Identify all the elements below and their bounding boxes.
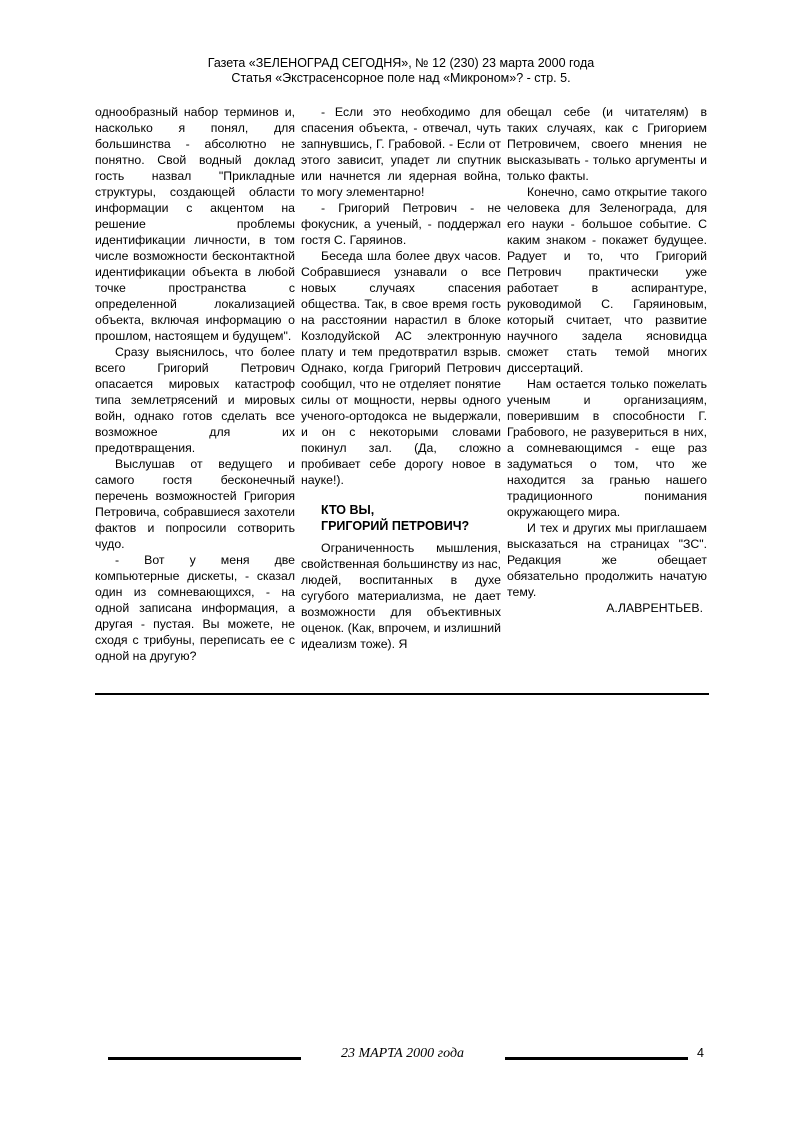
footer-rule-left [108, 1057, 301, 1060]
page-number: 4 [697, 1046, 704, 1060]
paragraph: Нам остается только пожелать ученым и организациям, поверившим в способности Г. Грабового, не разувериться в них, а сомневающимся - еще раз задуматься о том, что же находится за гранью нашего традиционного понимания окружающего мира. [507, 377, 707, 519]
section-heading [321, 502, 501, 534]
paragraph: обещал себе (и читателям) в таких случаях, как с Григорием Петровичем, своего мнения не высказывать - только аргументы и только факты. [507, 105, 707, 183]
paragraph: Ограниченность мышления, свойственная большинству из нас, людей, воспитанных в духе сугубого материализма, не дает возможности для объективных оценок. (Как, впрочем, и излишний идеализм тоже). Я [301, 541, 501, 651]
column-2 [301, 104, 501, 652]
paragraph: Сразу выяснилось, что более всего Григорий Петрович опасается мировых катастроф типа землетрясений и мировых войн, однако готов сделать все возможное для их предотвращения. [95, 345, 295, 455]
header-article-line: Статья «Экстрасенсорное поле над «Микроном»? - стр. 5. [231, 71, 571, 85]
article-end-rule [95, 693, 709, 695]
section-heading-line: КТО ВЫ, [321, 503, 375, 517]
paragraph: - Вот у меня две компьютерные дискеты, - сказал один из сомневающихся, - на одной записана информация, а другая - пустая. Вы можете, не сходя с трибуны, переписать ее с одной на другую? [95, 553, 295, 663]
column-1 [95, 104, 295, 664]
article-body [95, 104, 709, 684]
paragraph: однообразный набор терминов и, насколько я понял, для большинства - абсолютно не понятно. Свой водный доклад гость назвал "Прикладные структуры, создающей области информации с акцентом на решение проблемы идентификации личности, в том числе возможности бесконтактной идентификации объекта в любой точке пространства с определенной локализацией объекта, включая информацию о прошлом, настоящем и будущем". [95, 105, 295, 343]
header-newspaper-line: Газета «ЗЕЛЕНОГРАД СЕГОДНЯ», № 12 (230) 23 марта 2000 года [207, 56, 595, 70]
page-header [0, 56, 802, 86]
section-heading-line: ГРИГОРИЙ ПЕТРОВИЧ? [321, 519, 470, 533]
column-3 [507, 104, 707, 616]
paragraph: Беседа шла более двух часов. Собравшиеся узнавали о все новых случаях спасения общества. Так, в свое время гость на расстоянии нарастил в блоке Козлодуйской АС электронную плату и тем предотвратил взрыв. Однако, когда Григорий Петрович сообщил, что не отделяет понятие силы от мощности, нервы одного ученого-ортодокса не выдержали, и он с некоторыми словами покинул зал. (Да, сложно пробивает себе дорогу новое в науке!). [301, 249, 501, 487]
paragraph: - Если это необходимо для спасения объекта, - отвечал, чуть запнувшись, Г. Грабовой. - Если от этого зависит, упадет ли спутник или начнется ли ядерная война, то могу элементарно! [301, 105, 501, 199]
footer-rule-right [505, 1057, 688, 1060]
paragraph: Выслушав от ведущего и самого гостя бесконечный перечень возможностей Григория Петровича, собравшиеся захотели фактов и попросили сотворить чудо. [95, 457, 295, 551]
author-signature: А.ЛАВРЕНТЬЕВ. [606, 601, 703, 615]
paragraph: Конечно, само открытие такого человека для Зеленограда, для его науки - большое событие. С каким знаком - покажет будущее. Радует и то, что Григорий Петрович практически уже работает в аспирантуре, руководимой С. Гаряиновым, который считает, что развитие научного задела ясновидца сможет стать темой многих диссертаций. [507, 185, 707, 375]
paragraph: И тех и других мы приглашаем высказаться на страницах "ЗС". Редакция же обещает обязательно продолжить начатую тему. [507, 521, 707, 599]
footer-date: 23 МАРТА 2000 года [340, 1046, 465, 1061]
paragraph: - Григорий Петрович - не фокусник, а ученый, - поддержал гостя С. Гаряинов. [301, 201, 501, 247]
